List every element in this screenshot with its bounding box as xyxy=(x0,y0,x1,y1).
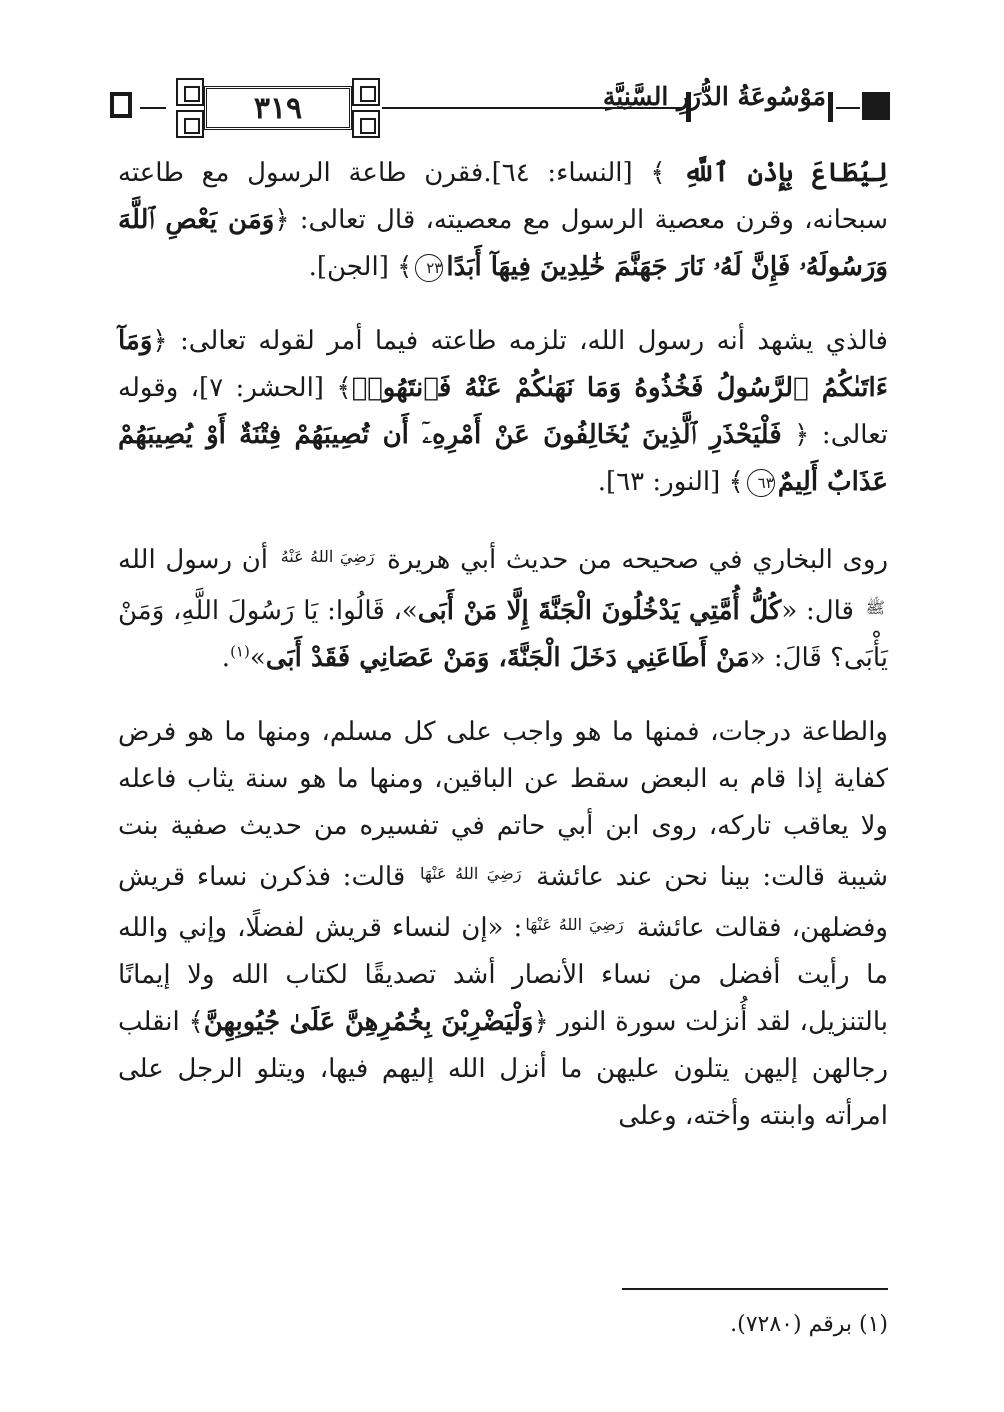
page-body xyxy=(118,150,888,1140)
frame-knot-ornament xyxy=(176,110,204,138)
honorific: رَضِيَ اللهُ عَنْهَا xyxy=(525,915,624,934)
body-text: [النور: ٦٣]. xyxy=(597,467,721,497)
header-rule xyxy=(836,107,860,109)
body-text: [الحشر: ٧]، وقوله تعالى: xyxy=(118,373,888,450)
paragraph xyxy=(118,709,888,1140)
body-text: » xyxy=(249,643,266,673)
footnote-reference: (١) xyxy=(230,642,250,661)
header-rule xyxy=(140,107,166,109)
page-header xyxy=(110,78,890,138)
frame-knot-ornament xyxy=(176,78,204,106)
honorific: رَضِيَ اللهُ عَنْهَا xyxy=(419,864,522,883)
frame-knot-ornament xyxy=(352,110,380,138)
quran-verse: وَلْيَضْرِبْنَ بِخُمُرِهِنَّ عَلَىٰ جُيُوبِهِنَّ xyxy=(203,1007,534,1037)
verse-bracket: ﴾ xyxy=(388,252,413,282)
hadith-quote: كُلُّ أُمَّتِي يَدْخُلُونَ الْجَنَّةَ إِلَّا مَنْ أَبَى xyxy=(417,596,782,626)
honorific: رَضِيَ اللهُ عَنْهُ xyxy=(280,547,375,566)
page-number-frame xyxy=(176,78,380,138)
body-text: [الجن]. xyxy=(308,252,389,282)
page-number: ٣١٩ xyxy=(253,90,303,126)
quran-verse: وَمَن يَعْصِ ٱللَّهَ وَرَسُولَهُۥ فَإِنَّ لَهُۥ نَارَ جَهَنَّمَ خَٰلِدِينَ فِيهَآ أَبَدًا xyxy=(118,205,888,282)
quran-verse: فَلْيَحْذَرِ ٱلَّذِينَ يُخَالِفُونَ عَنْ أَمْرِهِۦٓ أَن تُصِيبَهُمْ فِتْنَةٌ أَوْ يُصِيبَهُمْ عَذَابٌ أَلِيمٌ xyxy=(118,420,888,497)
body-text: روى البخاري في صحيحه من حديث أبي هريرة xyxy=(377,545,889,575)
body-text: [النساء: ٦٤].فقرن طاعة الرسول مع طاعته سبحانه، وقرن معصية الرسول مع معصيته، قال تعالى: xyxy=(118,158,888,235)
body-text: »، قَالُوا: يَا رَسُولَ اللَّهِ، وَمَنْ يَأْبَى؟ قَالَ: « xyxy=(118,596,888,673)
header-bar xyxy=(828,92,833,122)
frame-knot-ornament xyxy=(352,78,380,106)
body-text: قالت: فذكرن نساء قريش وفضلهن، فقالت عائشة xyxy=(118,862,888,943)
verse-bracket: ﴿ xyxy=(533,1007,549,1037)
paragraph xyxy=(118,318,888,506)
verse-bracket: ﴾ xyxy=(632,158,684,188)
footnote: (١) برقم (٧٢٨٠). xyxy=(730,1312,888,1337)
header-ornament-left-square xyxy=(110,92,132,118)
body-text: أن رسول الله xyxy=(118,545,278,575)
ayah-number-marker: ٦٣ xyxy=(747,469,775,497)
hadith-quote: مَنْ أَطَاعَنِي دَخَلَ الْجَنَّةَ، وَمَنْ عَصَانِي فَقَدْ أَبَى xyxy=(265,643,750,673)
quran-verse: لِيُطَاعَ بِإِذْنِ ٱللَّهِ xyxy=(683,158,889,188)
body-text: فالذي يشهد أنه رسول الله، تلزمه طاعته فيما أمر لقوله تعالى: xyxy=(167,326,888,356)
paragraph xyxy=(118,533,888,682)
honorific: ﷺ xyxy=(865,598,885,617)
body-text: انقلب رجالهن إليهن يتلون عليهن ما أنزل الله إليهم فيها، ويتلو الرجل على امرأته وابنته وأخته، وعلى xyxy=(118,1007,888,1131)
body-text: قال: « xyxy=(781,596,863,626)
body-text: : «إن لنساء قريش لفضلًا، وإني والله ما رأيت أفضل من نساء الأنصار أشد تصديقًا لكتاب الله ولا إيمانًا بالتنزيل، لقد أُنزلت سورة النور xyxy=(118,913,888,1037)
body-text: . xyxy=(221,643,231,673)
verse-bracket: ﴿ xyxy=(781,420,810,450)
paragraph xyxy=(118,150,888,291)
page-number-box xyxy=(204,86,352,130)
verse-bracket: ﴾ xyxy=(720,467,744,497)
verse-bracket: ﴿ xyxy=(152,326,168,356)
ayah-number-marker: ٢٣ xyxy=(415,254,443,282)
header-ornament-right-square xyxy=(862,92,890,120)
verse-bracket: ﴿ xyxy=(274,205,290,235)
footnote-separator xyxy=(622,1288,888,1290)
body-text: والطاعة درجات، فمنها ما هو واجب على كل مسلم، ومنها ما هو فرض كفاية إذا قام به البعض سقط عن الباقين، ومنها ما هو سنة يثاب فاعله ولا يعاقب تاركه، روى ابن أبي حاتم في تفسيره من حديث صفية بنت شيبة قالت: بينا نحن عند عائشة xyxy=(118,717,888,892)
verse-bracket: ﴾ xyxy=(323,373,352,403)
book-title: مَوْسُوعَةُ الدُّرَرِ السَّنِيَّةِ xyxy=(602,82,826,111)
verse-bracket: ﴾ xyxy=(179,1007,204,1037)
quran-verse: وَمَآ ءَاتَىٰكُمُ ٱلرَّسُولُ فَخُذُوهُ وَمَا نَهَىٰكُمْ عَنْهُ فَٱنتَهُوا۟ xyxy=(118,326,888,403)
